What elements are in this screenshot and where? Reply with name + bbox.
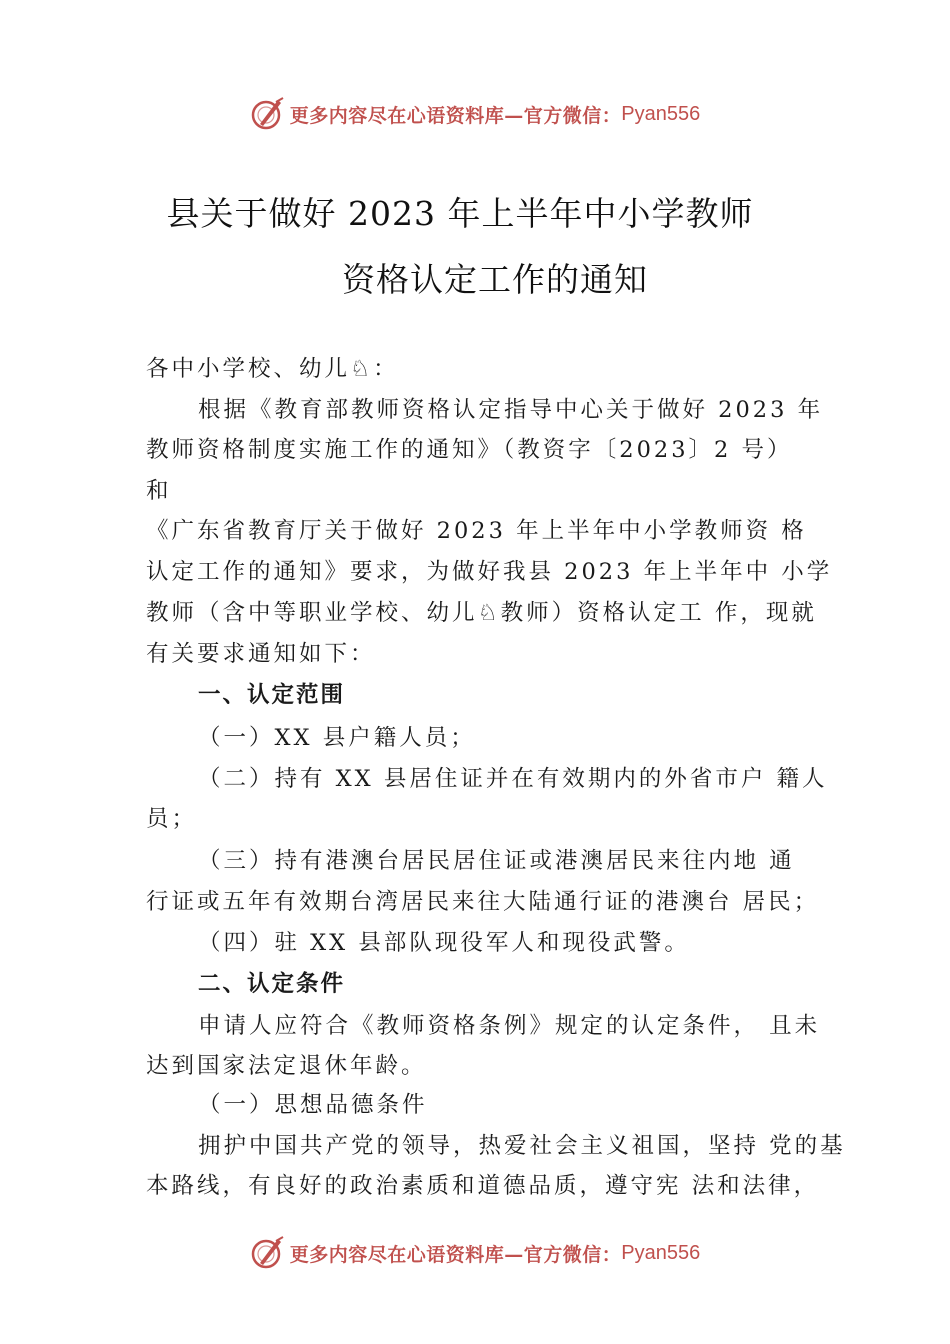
salutation-line: 各中小学校、幼儿♘： [146, 356, 399, 382]
banner-text: 更多内容尽在心语资料库—官方微信： [289, 1243, 622, 1266]
document-title-line-1: 县关于做好 2023 年上半年中小学教师 [166, 194, 754, 233]
body-line: 申请人应符合《教师资格条例》规定的认定条件， 且未 [198, 1013, 821, 1039]
list-item: （三）持有港澳台居民居住证或港澳居民来往内地 通 [198, 848, 795, 874]
body-line: 认定工作的通知》要求，为做好我县 2023 年上半年中 小学 [146, 559, 833, 585]
banner-account: Pyan556 [621, 102, 701, 125]
body-line: 教师（含中等职业学校、幼儿♘教师）资格认定工 作，现就 [146, 600, 817, 626]
section-heading-conditions: 二、认定条件 [198, 971, 346, 997]
list-item-continuation: 行证或五年有效期台湾居民来往大陆通行证的港澳台 居民； [146, 889, 820, 915]
footer-watermark-banner [0, 1233, 950, 1273]
list-item-continuation: 员； [146, 806, 198, 832]
body-line: 和 [146, 478, 172, 504]
quill-logo-icon [250, 96, 286, 132]
header-watermark-banner [0, 94, 950, 134]
list-item: （一）XX 县户籍人员； [198, 725, 476, 751]
body-line: 有关要求通知如下： [146, 641, 376, 667]
body-line: 达到国家法定退休年龄。 [146, 1053, 427, 1079]
banner-account: Pyan556 [621, 1241, 701, 1264]
body-line: 拥护中国共产党的领导，热爱社会主义祖国，坚持 党的基 [198, 1133, 846, 1159]
body-line: 本路线，有良好的政治素质和道德品质，遵守宪 法和法律， [146, 1173, 820, 1199]
body-line: 根据《教育部教师资格认定指导中心关于做好 2023 年 [198, 397, 824, 423]
section-heading-scope: 一、认定范围 [198, 682, 346, 708]
banner-text: 更多内容尽在心语资料库—官方微信： [289, 104, 622, 127]
quill-logo-icon [250, 1235, 286, 1271]
document-title-line-2: 资格认定工作的通知 [342, 260, 648, 299]
body-line: 《广东省教育厅关于做好 2023 年上半年中小学教师资 格 [146, 518, 807, 544]
body-line: 教师资格制度实施工作的通知》（教资字〔2023〕2 号） [146, 437, 793, 463]
list-item: （二）持有 XX 县居住证并在有效期内的外省市户 籍人 [198, 766, 828, 792]
list-item: （四）驻 XX 县部队现役军人和现役武警。 [198, 930, 690, 956]
subsection-heading: （一）思想品德条件 [198, 1092, 428, 1118]
